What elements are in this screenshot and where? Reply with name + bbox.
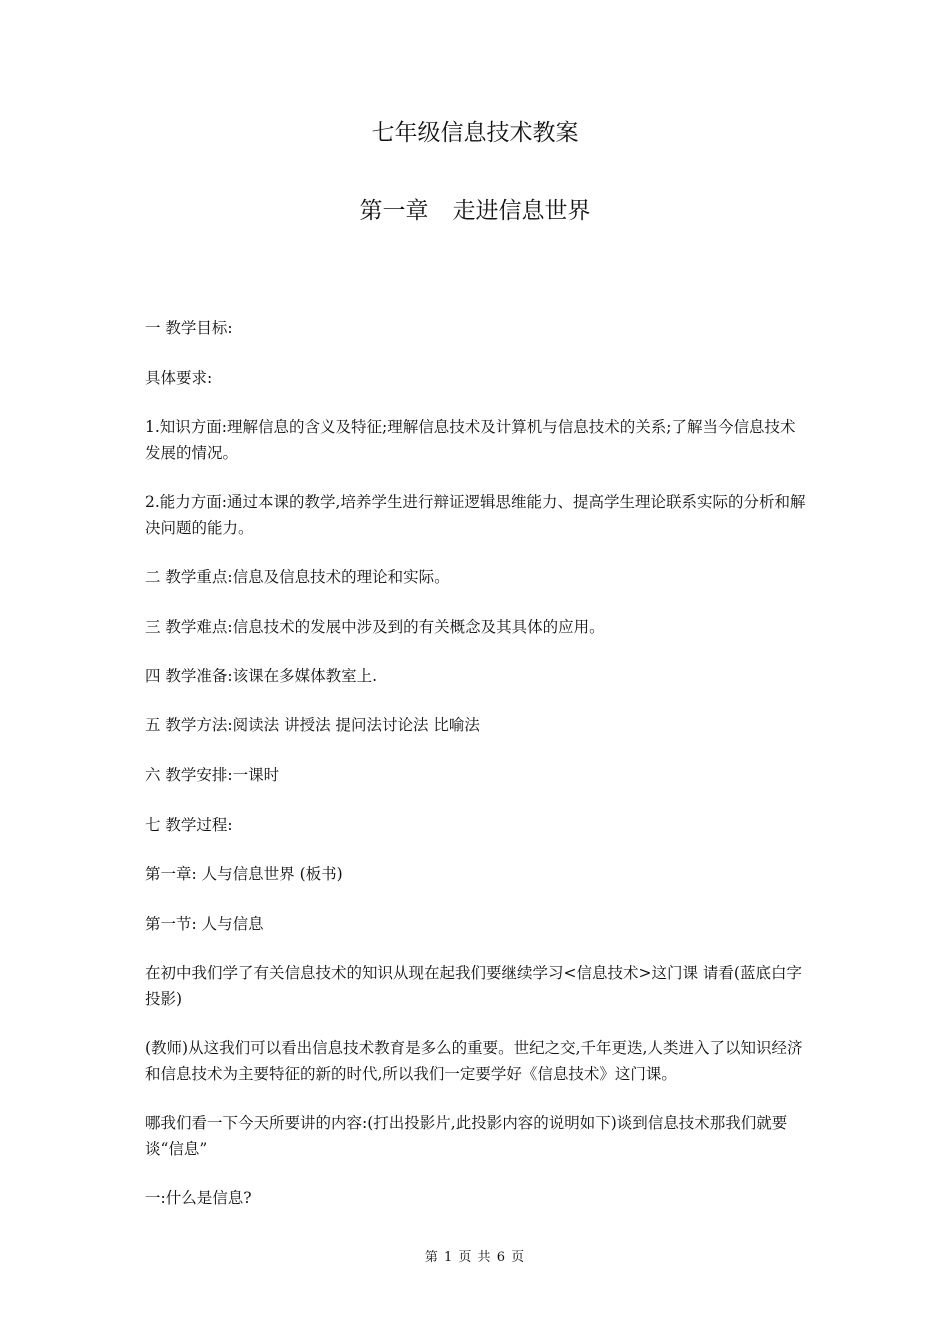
content-paragraph: 哪我们看一下今天所要讲的内容:(打出投影片,此投影内容的说明如下)谈到信息技术那我们就要谈“信息” bbox=[145, 1114, 788, 1158]
teaching-methods: 五 教学方法:阅读法 讲授法 提问法讨论法 比喻法 bbox=[145, 716, 480, 734]
teaching-process-heading: 七 教学过程: bbox=[145, 816, 233, 834]
chapter-title: 走进信息世界 bbox=[452, 198, 591, 224]
key-points: 二 教学重点:信息及信息技术的理论和实际。 bbox=[145, 568, 450, 586]
teaching-preparation: 四 教学准备:该课在多媒体教室上. bbox=[145, 667, 378, 685]
teaching-schedule: 六 教学安排:一课时 bbox=[145, 766, 280, 784]
page-number-footer: 第 1 页 共 6 页 bbox=[424, 1250, 526, 1265]
objectives-heading: 一 教学目标: bbox=[145, 319, 233, 337]
chapter-number: 第一章 bbox=[359, 198, 429, 224]
requirements-heading: 具体要求: bbox=[145, 369, 213, 387]
knowledge-requirement: 1.知识方面:理解信息的含义及特征;理解信息技术及计算机与信息技术的关系;了解当今信息技术发展的情况。 bbox=[145, 418, 796, 462]
document-title: 七年级信息技术教案 bbox=[371, 120, 579, 146]
ability-requirement: 2.能力方面:通过本课的教学,培养学生进行辩证逻辑思维能力、提高学生理论联系实际的分析和解决问题的能力。 bbox=[145, 493, 806, 537]
intro-paragraph: 在初中我们学了有关信息技术的知识从现在起我们要继续学习<信息技术>这门课 请看(蓝底白字投影) bbox=[145, 964, 802, 1008]
chapter-heading bbox=[0, 196, 950, 226]
chapter-one-heading: 第一章: 人与信息世界 (板书) bbox=[145, 865, 343, 883]
teacher-paragraph: (教师)从这我们可以看出信息技术教育是多么的重要。世纪之交,千年更迭,人类进入了以知识经济和信息技术为主要特征的新的时代,所以我们一定要学好《信息技术》这门课。 bbox=[145, 1039, 803, 1083]
difficult-points: 三 教学难点:信息技术的发展中涉及到的有关概念及其具体的应用。 bbox=[145, 618, 605, 636]
question-heading: 一:什么是信息? bbox=[145, 1189, 252, 1207]
section-one-heading: 第一节: 人与信息 bbox=[145, 915, 264, 933]
